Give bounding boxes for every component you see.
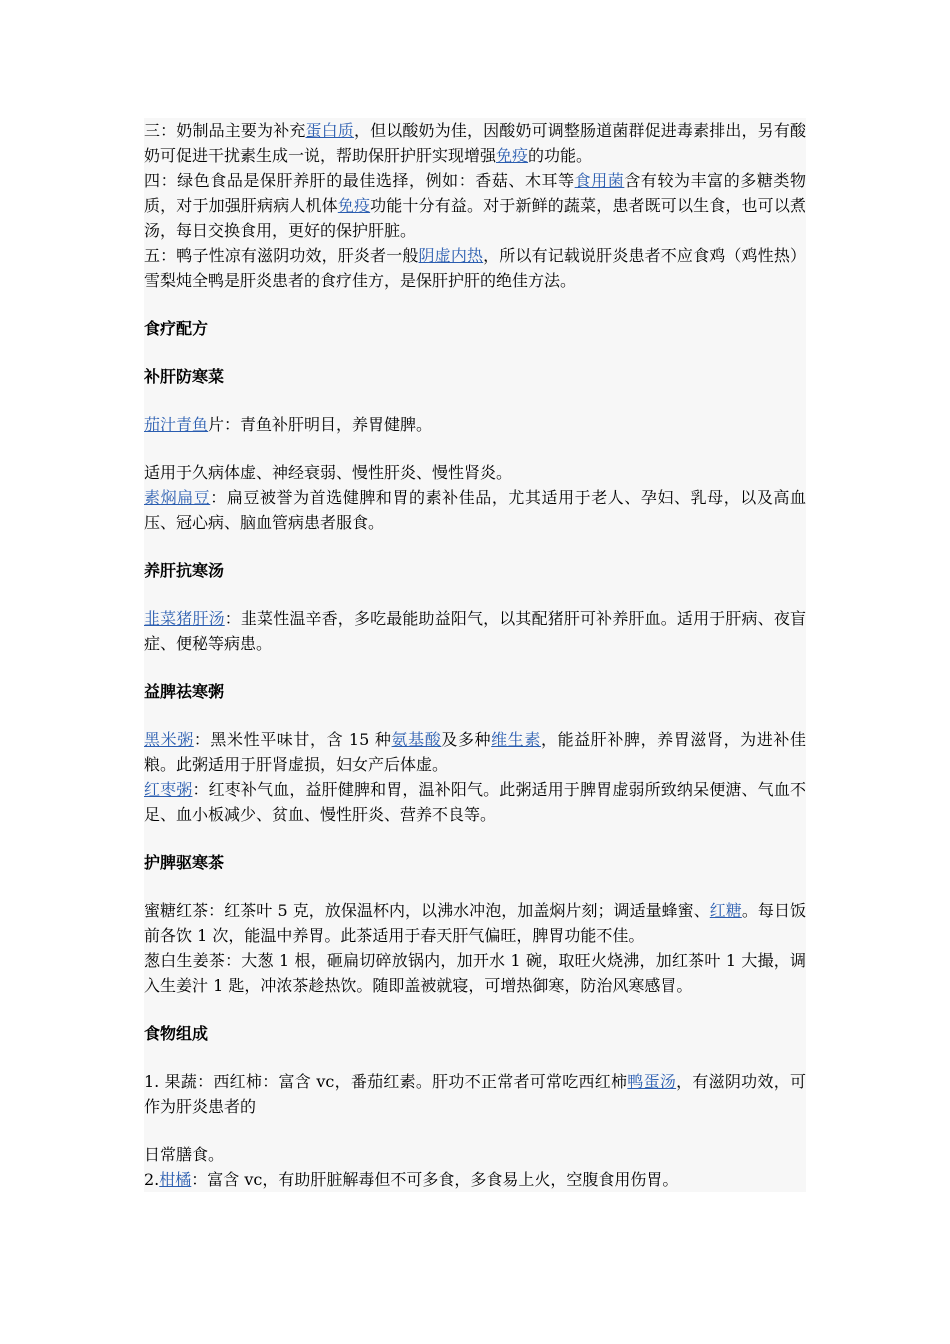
text: 片：青鱼补肝明目，养胃健脾。 bbox=[208, 415, 433, 434]
link-immunity-2[interactable]: 免疫 bbox=[337, 196, 371, 215]
text: ：扁豆被誉为首选健脾和胃的素补佳品，尤其适用于老人、孕妇、乳母，以及高血压、冠心病、脑血管病患者服食。 bbox=[144, 488, 806, 532]
paragraph-fruit-2 bbox=[144, 1167, 806, 1192]
text: 。每日饭前各饮 1 次，能温中养胃。此茶适用于春天肝气偏旺，脾胃功能不佳。 bbox=[144, 901, 806, 945]
paragraph-dairy bbox=[144, 118, 806, 168]
article-content bbox=[144, 118, 806, 1192]
text: ：黑米性平味甘，含 15 种 bbox=[193, 730, 392, 749]
link-protein[interactable]: 蛋白质 bbox=[305, 121, 354, 140]
text: 五：鸭子性凉有滋阴功效，肝炎者一般 bbox=[144, 246, 419, 265]
text: 2. bbox=[144, 1170, 160, 1189]
link-yin-deficiency[interactable]: 阴虚内热 bbox=[418, 246, 484, 265]
heading-recipes: 食疗配方 bbox=[144, 319, 209, 338]
link-black-rice-porridge[interactable]: 黑米粥 bbox=[144, 730, 194, 749]
text: 蜜糖红茶：红茶叶 5 克，放保温杯内，以沸水冲泡，加盖焖片刻；调适量蜂蜜、 bbox=[144, 901, 710, 920]
heading-food: 食物组成 bbox=[144, 1024, 209, 1043]
paragraph-fruit-1 bbox=[144, 1069, 806, 1119]
link-edible-fungi[interactable]: 食用菌 bbox=[574, 171, 625, 190]
paragraph-green-food bbox=[144, 168, 806, 243]
text: ：红枣补气血，益肝健脾和胃，温补阳气。此粥适用于脾胃虚弱所致纳呆便溏、气血不足、血小板减少、贫血、慢性肝炎、营养不良等。 bbox=[144, 780, 806, 824]
link-brown-sugar[interactable]: 红糖 bbox=[709, 901, 742, 920]
text: ，所以有记载说肝炎患者不应食鸡（鸡性热）雪梨炖全鸭是肝炎患者的食疗佳方，是保肝护肝的绝佳方法。 bbox=[144, 246, 806, 290]
link-leek-liver-soup[interactable]: 韭菜猪肝汤 bbox=[144, 609, 225, 628]
link-vitamin[interactable]: 维生素 bbox=[491, 730, 541, 749]
text: 的功能。 bbox=[528, 146, 593, 165]
paragraph-honey-tea bbox=[144, 898, 806, 948]
paragraph-jujube bbox=[144, 777, 806, 827]
text: 四：绿色食品是保肝养肝的最佳选择，例如：香菇、木耳等 bbox=[144, 171, 575, 190]
text: 1. 果蔬：西红柿：富含 vc，番茄红素。肝功不正常者可常吃西红柿 bbox=[144, 1072, 628, 1091]
text: 功能十分有益。对于新鲜的蔬菜，患者既可以生食，也可以煮汤，每日交换食用，更好的保护肝脏。 bbox=[144, 196, 806, 240]
link-amino-acid[interactable]: 氨基酸 bbox=[391, 730, 442, 749]
link-duck-egg-soup[interactable]: 鸭蛋汤 bbox=[627, 1072, 677, 1091]
text: 三：奶制品主要为补充 bbox=[144, 121, 306, 140]
paragraph-ginger-tea: 葱白生姜茶：大葱 1 根，砸扁切碎放锅内，加开水 1 碗，取旺火烧沸，加红茶叶 1 大撮，调入生姜汁 1 匙，冲浓茶趁热饮。随即盖被就寝，可增热御寒，防治风寒感冒。 bbox=[144, 951, 806, 995]
paragraph-fruit-1-cont: 日常膳食。 bbox=[144, 1145, 225, 1164]
paragraph-fish-usage: 适用于久病体虚、神经衰弱、慢性肝炎、慢性肾炎。 bbox=[144, 463, 513, 482]
text: ，能益肝补脾，养胃滋肾，为进补佳粮。此粥适用于肝肾虚损，妇女产后体虚。 bbox=[144, 730, 806, 774]
link-jujube-porridge[interactable]: 红枣粥 bbox=[144, 780, 193, 799]
text: 及多种 bbox=[441, 730, 492, 749]
heading-porridge: 益脾祛寒粥 bbox=[144, 682, 225, 701]
text: ：韭菜性温辛香，多吃最能助益阳气，以其配猪肝可补养肝血。适用于肝病、夜盲症、便秘等病患。 bbox=[144, 609, 806, 653]
paragraph-fish bbox=[144, 412, 806, 437]
text: ，有滋阴功效，可作为肝炎患者的 bbox=[144, 1072, 806, 1116]
link-citrus[interactable]: 柑橘 bbox=[159, 1170, 192, 1189]
text: 含有较为丰富的多糖类物质，对于加强肝病病人机体 bbox=[144, 171, 806, 215]
paragraph-black-rice bbox=[144, 727, 806, 777]
paragraph-bean bbox=[144, 485, 806, 535]
heading-soup: 养肝抗寒汤 bbox=[144, 561, 225, 580]
paragraph-liver-soup bbox=[144, 606, 806, 656]
heading-tea: 护脾驱寒茶 bbox=[144, 853, 225, 872]
paragraph-duck bbox=[144, 243, 806, 293]
link-immunity[interactable]: 免疫 bbox=[496, 146, 529, 165]
link-tomato-fish[interactable]: 茄汁青鱼 bbox=[144, 415, 209, 434]
link-braised-bean[interactable]: 素焖扁豆 bbox=[144, 488, 211, 507]
text: ：富含 vc，有助肝脏解毒但不可多食，多食易上火，空腹食用伤胃。 bbox=[191, 1170, 679, 1189]
text: ，但以酸奶为佳，因酸奶可调整肠道菌群促进毒素排出，另有酸奶可促进干扰素生成一说，帮助保肝护肝实现增强 bbox=[144, 121, 806, 165]
heading-dish: 补肝防寒菜 bbox=[144, 367, 225, 386]
